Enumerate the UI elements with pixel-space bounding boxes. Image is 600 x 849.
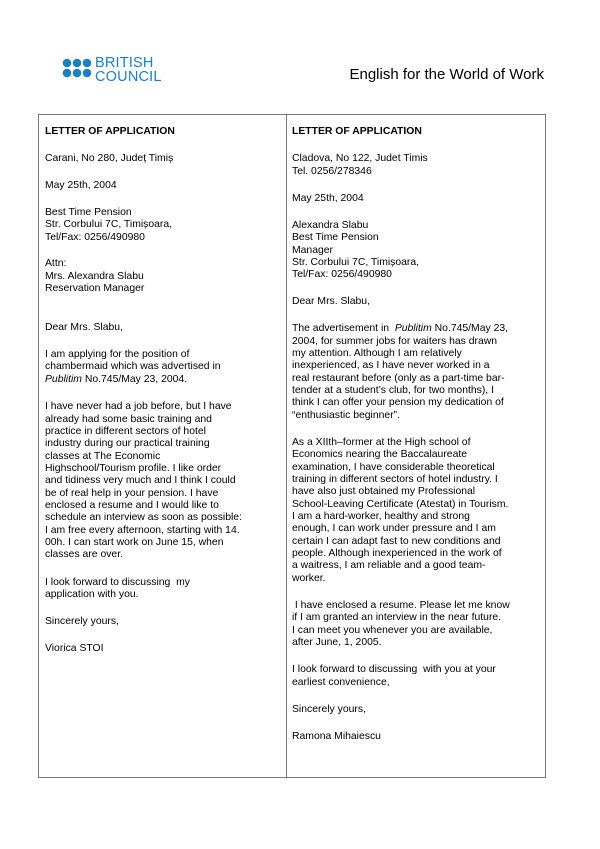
letter-line: schedule an interview as soon as possible: — [45, 512, 242, 523]
letter-line: I have enclosed a resume. Please let me know — [292, 600, 510, 611]
letter-line: enough, I can work under pressure and I am — [292, 523, 496, 534]
logo-line-2: COUNCIL — [95, 69, 162, 85]
letter-line: be of real help in your pension. I have — [45, 488, 219, 499]
letter-line: after June, 1, 2005. — [292, 637, 382, 648]
letter-line: training in different sectors of hotel industry. I — [292, 474, 498, 485]
letter-line: Best Time Pension — [45, 207, 132, 218]
letter-line: think I can offer your pension my dedication of — [292, 397, 504, 408]
letters-table — [38, 114, 546, 778]
column-divider — [286, 115, 287, 777]
letter-line: I look forward to discussing with you at your — [292, 664, 496, 675]
letter-line: May 25th, 2004 — [45, 180, 117, 191]
letter-line: Viorica STOI — [45, 643, 104, 654]
letter-line: 00h. I can start work on June 15, when — [45, 537, 224, 548]
letter-line: real restaurant before (only as a part-time bar- — [292, 373, 505, 384]
letter-line: and tidiness very much and I think I could — [45, 475, 236, 486]
letter-line: School-Leaving Certificate (Atestat) in Tourism. — [292, 499, 509, 510]
letter-line: worker. — [292, 573, 326, 584]
letter-line: Tel. 0256/278346 — [292, 166, 372, 177]
letter-line: Manager — [292, 245, 334, 256]
letter-line: May 25th, 2004 — [292, 193, 364, 204]
logo-wordmark — [95, 56, 162, 84]
letter-line: 2004, for summer jobs for waiters has drawn — [292, 336, 498, 347]
letter-line: already had some basic training and — [45, 414, 212, 425]
letter-line: examination, I have considerable theoretical — [292, 462, 495, 473]
letter-line: Cladova, No 122, Judet Timis — [292, 153, 428, 164]
letter-line: industry during our practical training — [45, 438, 210, 449]
letter-line: chambermaid which was advertised in — [45, 361, 221, 372]
letter-line: “enthusiastic beginner”. — [292, 410, 401, 421]
logo-dots-icon — [62, 58, 92, 86]
letter-line: Dear Mrs. Slabu, — [292, 296, 370, 307]
letter-line: I am a hard-worker, healthy and strong — [292, 511, 470, 522]
letter-heading: LETTER OF APPLICATION — [292, 126, 422, 137]
letter-line: Best Time Pension — [292, 232, 379, 243]
letter-line: Carani, No 280, Județ Timiș — [45, 153, 174, 164]
letter-line: tender at a student’s club, for two months), I — [292, 385, 494, 396]
letter-line: I am applying for the position of — [45, 349, 190, 360]
letter-line: Str. Corbului 7C, Timișoara, — [292, 257, 420, 268]
letter-heading: LETTER OF APPLICATION — [45, 126, 175, 137]
letter-line: Attn: — [45, 258, 67, 269]
letter-line: people. Although inexperienced in the work of — [292, 548, 502, 559]
letter-line: I am free every afternoon, starting with 14. — [45, 525, 240, 536]
letter-line: I can meet you whenever you are available, — [292, 625, 493, 636]
letter-line: Economics nearing the Baccalaureate — [292, 449, 468, 460]
letter-line: Ramona Mihaiescu — [292, 731, 381, 742]
letter-line: practice in different sectors of hotel — [45, 426, 206, 437]
letter-line: Publitim No.745/May 23, 2004. — [45, 374, 188, 385]
letter-line: Str. Corbului 7C, Timișoara, — [45, 219, 173, 230]
letter-line: Sincerely yours, — [45, 616, 119, 627]
page-title: English for the World of Work — [349, 66, 544, 83]
letter-line: Tel/Fax: 0256/490980 — [292, 269, 392, 280]
letter-line: enclosed a resume and I would like to — [45, 500, 219, 511]
letter-line: Highschool/Tourism profile. I like order — [45, 463, 222, 474]
letter-line: application with you. — [45, 589, 139, 600]
letter-line: earliest convenience, — [292, 677, 390, 688]
letter-line: if I am granted an interview in the near future. — [292, 612, 502, 623]
letter-line: classes at The Economic — [45, 451, 161, 462]
letter-line: I look forward to discussing my — [45, 577, 190, 588]
letter-line: classes are over. — [45, 549, 123, 560]
letter-line: a waitress, I am reliable and a good team- — [292, 560, 486, 571]
letter-line: Reservation Manager — [45, 283, 145, 294]
letter-line: Mrs. Alexandra Slabu — [45, 271, 144, 282]
letter-line: Alexandra Slabu — [292, 220, 369, 231]
logo-line-1: BRITISH — [95, 55, 154, 71]
letter-line: Sincerely yours, — [292, 704, 366, 715]
letter-line: have also just obtained my Professional — [292, 486, 476, 497]
letter-line: Dear Mrs. Slabu, — [45, 322, 123, 333]
british-council-logo — [62, 56, 172, 88]
letter-line: inexperienced, as I have never worked in a — [292, 360, 490, 371]
letter-line: Tel/Fax: 0256/490980 — [45, 232, 145, 243]
letter-line: As a XIIth–former at the High school of — [292, 437, 471, 448]
letter-line: The advertisement in Publitim No.745/May 23, — [292, 323, 509, 334]
letter-line: I have never had a job before, but I have — [45, 401, 232, 412]
letter-line: certain I can adapt fast to new conditions and — [292, 536, 501, 547]
letter-line: my attention. Although I am relatively — [292, 348, 462, 359]
